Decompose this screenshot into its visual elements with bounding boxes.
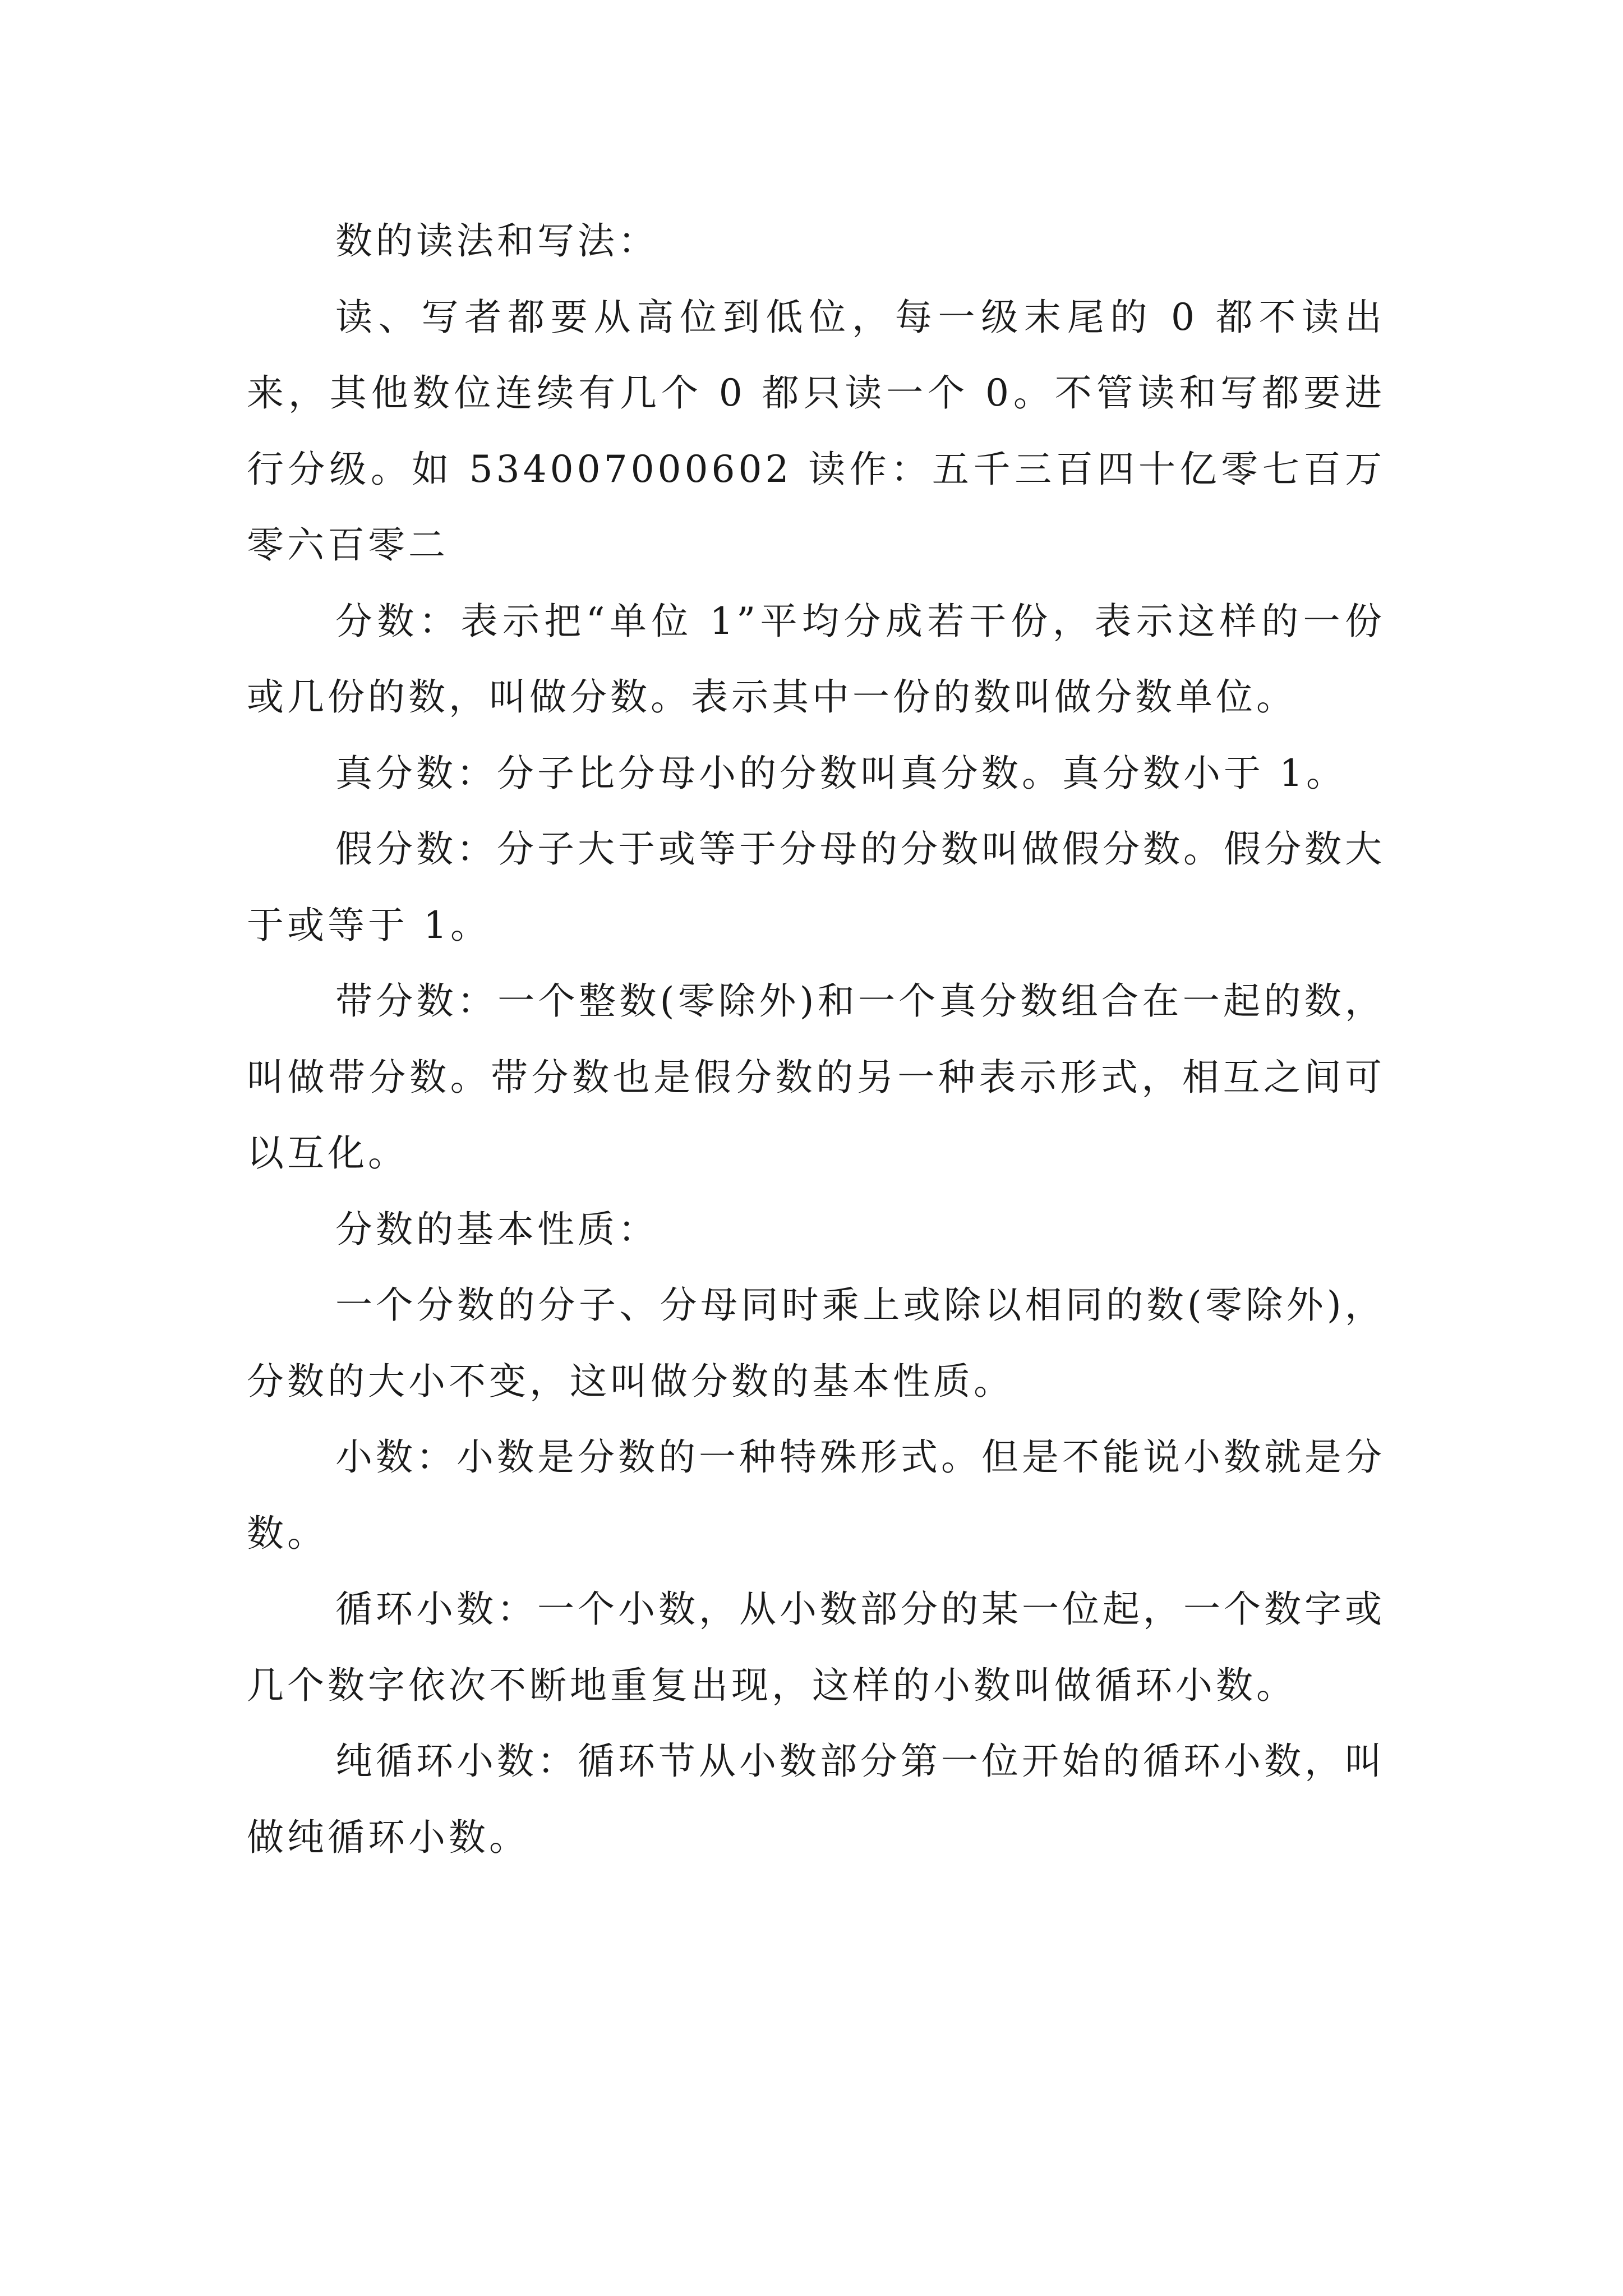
heading-number-reading-writing: 数的读法和写法： [335,219,658,263]
paragraph-mixed-number: 带分数：一个整数(零除外)和一个真分数组合在一起的数，叫做带分数。带分数也是假分数的另一种表示形式，相互之间可以互化。 [247,979,1385,1175]
paragraph-improper-fraction: 假分数：分子大于或等于分母的分数叫做假分数。假分数大于或等于 1。 [247,827,1385,947]
paragraph-reading-writing-rules: 读、写者都要从高位到低位，每一级末尾的 0 都不读出来，其他数位连续有几个 0 都只读一个 0。不管读和写都要进行分级。如 534007000602 读作：五千三百四十亿零七百万零六百零二 [247,295,1385,567]
paragraph-pure-repeating-decimal: 纯循环小数：循环节从小数部分第一位开始的循环小数，叫做纯循环小数。 [247,1740,1385,1859]
paragraph-fraction-definition: 分数：表示把“单位 1”平均分成若干份，表示这样的一份或几份的数，叫做分数。表示其中一份的数叫做分数单位。 [247,599,1385,719]
paragraph-decimal: 小数：小数是分数的一种特殊形式。但是不能说小数就是分数。 [247,1435,1385,1555]
paragraph-proper-fraction: 真分数：分子比分母小的分数叫真分数。真分数小于 1。 [335,751,1347,795]
document-body [247,203,1385,1875]
heading-fraction-property: 分数的基本性质： [335,1207,658,1251]
paragraph-fraction-property: 一个分数的分子、分母同时乘上或除以相同的数(零除外)，分数的大小不变，这叫做分数的基本性质。 [247,1283,1385,1403]
paragraph-repeating-decimal: 循环小数：一个小数，从小数部分的某一位起，一个数字或几个数字依次不断地重复出现，这样的小数叫做循环小数。 [247,1588,1385,1707]
